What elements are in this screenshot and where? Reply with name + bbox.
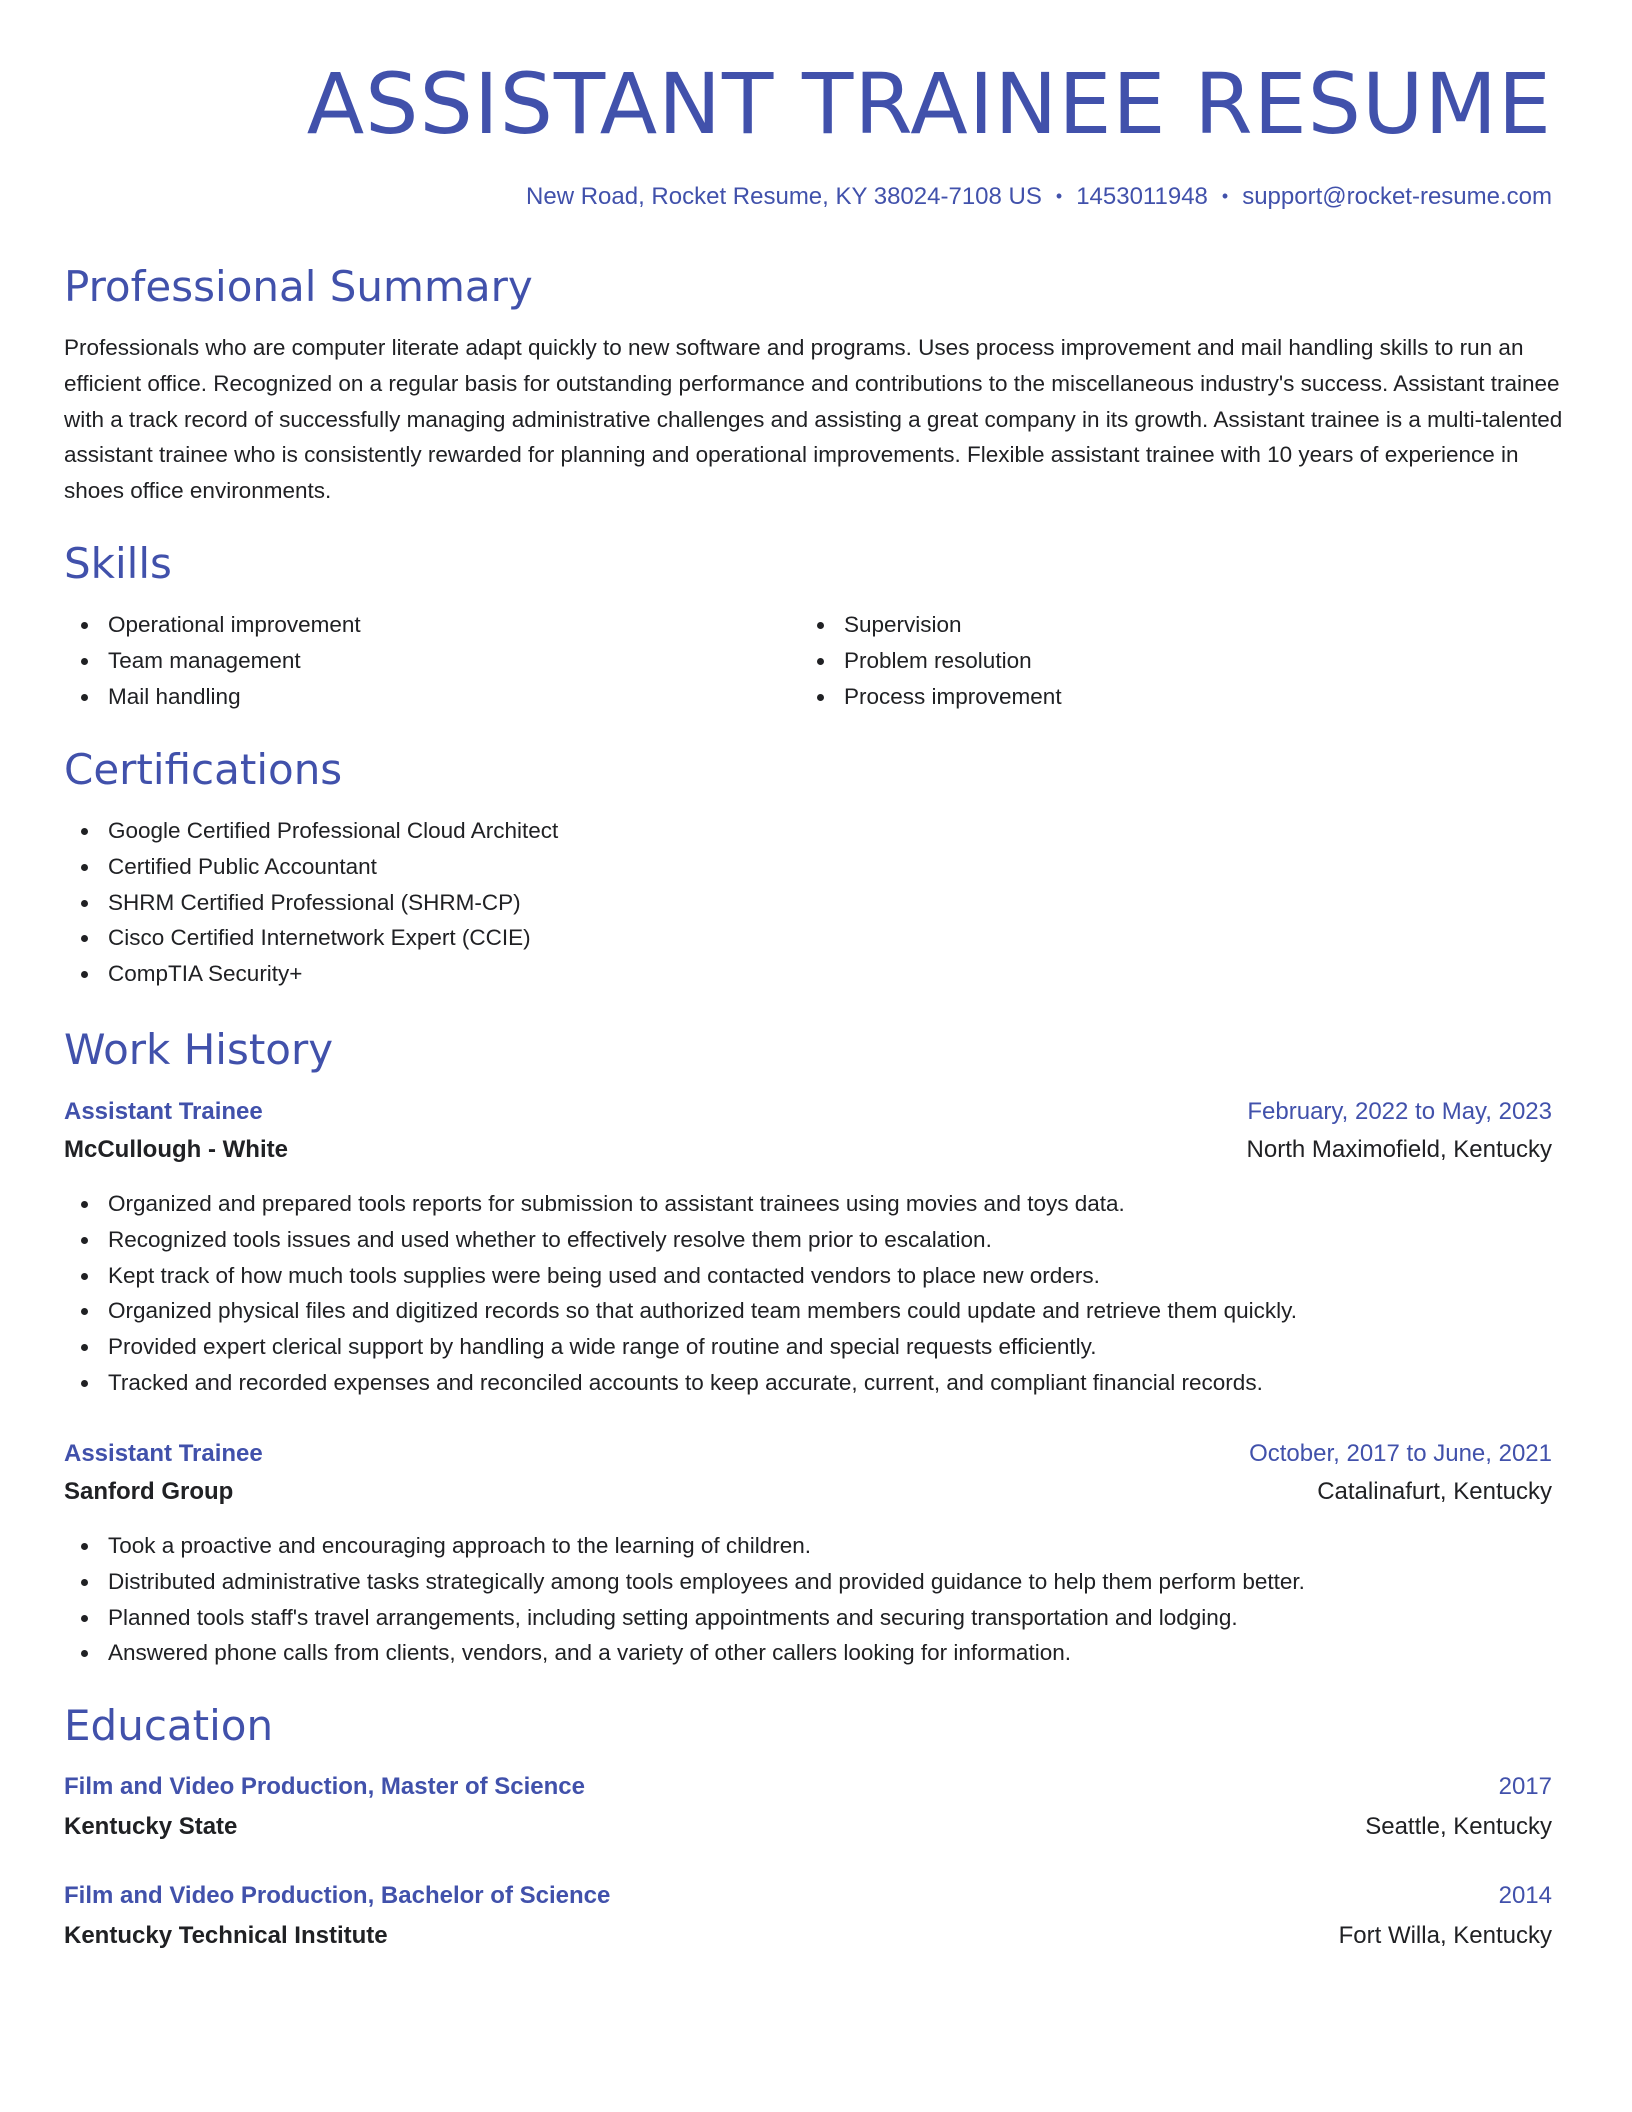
job-duty: Planned tools staff's travel arrangements, including setting appointments and securing transportation and lodging. [64,1600,1305,1636]
skill-item: Problem resolution [800,643,1062,679]
job-title: Assistant Trainee [64,1440,263,1467]
job-company: McCullough - White [64,1136,288,1163]
education-year: 2017 [1498,1773,1552,1800]
skills-heading: Skills [64,539,172,588]
education-school-row [64,1917,1552,1955]
job-duty: Provided expert clerical support by handling a wide range of routine and special requests efficiently. [64,1329,1297,1365]
certification-item: CompTIA Security+ [64,956,558,992]
contact-address: New Road, Rocket Resume, KY 38024-7108 US [526,183,1042,210]
skill-item: Team management [64,643,361,679]
job-duty: Answered phone calls from clients, vendors, and a variety of other callers looking for information. [64,1635,1305,1671]
education-location: Seattle, Kentucky [1365,1813,1552,1840]
resume-title: ASSISTANT TRAINEE RESUME [306,55,1552,153]
education-location: Fort Willa, Kentucky [1338,1922,1552,1949]
job-company: Sanford Group [64,1478,234,1505]
certification-item: SHRM Certified Professional (SHRM-CP) [64,885,558,921]
education-school: Kentucky State [64,1813,238,1840]
job-duties-list [64,1528,1305,1671]
contact-email[interactable]: support@rocket-resume.com [1242,183,1552,210]
education-school: Kentucky Technical Institute [64,1922,388,1949]
education-degree-row [64,1768,1552,1806]
contact-phone[interactable]: 1453011948 [1076,183,1208,210]
education-year: 2014 [1498,1882,1552,1909]
job-duty: Took a proactive and encouraging approach to the learning of children. [64,1528,1305,1564]
education-degree-row [64,1877,1552,1915]
job-duty: Recognized tools issues and used whether to effectively resolve them prior to escalation. [64,1222,1297,1258]
job-dates: October, 2017 to June, 2021 [1249,1440,1552,1467]
contact-separator: • [1055,186,1063,206]
certification-item: Cisco Certified Internetwork Expert (CCIE) [64,920,558,956]
contact-line [526,176,1552,217]
education-degree: Film and Video Production, Bachelor of Science [64,1882,611,1909]
certification-item: Google Certified Professional Cloud Architect [64,813,558,849]
job-title-row [64,1093,1552,1131]
summary-text: Professionals who are computer literate adapt quickly to new software and programs. Uses process improvement and mail handling skills to run an efficient office. Recognized on a regular basis for outstanding performance and contributions to the miscellaneous industry's success. Assistant trainee with a track record of successfully managing administrative challenges and assisting a great company in its growth. Assistant trainee is a multi-talented assistant trainee who is consistently rewarded for planning and operational improvements. Flexible assistant trainee with 10 years of experience in shoes office environments. [64,335,1563,504]
education-school-row [64,1808,1552,1846]
job-location: Catalinafurt, Kentucky [1317,1478,1552,1505]
skill-item: Supervision [800,607,1062,643]
education-heading: Education [64,1701,274,1750]
skill-item: Mail handling [64,679,361,715]
job-title: Assistant Trainee [64,1098,263,1125]
job-title-row [64,1435,1552,1473]
certifications-heading: Certifications [64,745,343,794]
job-duty: Organized physical files and digitized records so that authorized team members could update and retrieve them quickly. [64,1293,1297,1329]
job-dates: February, 2022 to May, 2023 [1247,1098,1552,1125]
summary-heading: Professional Summary [64,262,533,311]
job-company-row [64,1131,1552,1169]
job-duty: Tracked and recorded expenses and reconciled accounts to keep accurate, current, and compliant financial records. [64,1365,1297,1401]
skill-item: Process improvement [800,679,1062,715]
education-degree: Film and Video Production, Master of Science [64,1773,585,1800]
skills-list-left [64,607,361,714]
job-company-row [64,1473,1552,1511]
certification-item: Certified Public Accountant [64,849,558,885]
job-duties-list [64,1186,1297,1401]
job-duty: Distributed administrative tasks strategically among tools employees and provided guidance to help them perform better. [64,1564,1305,1600]
skill-item: Operational improvement [64,607,361,643]
skills-list-right [800,607,1062,714]
job-location: North Maximofield, Kentucky [1246,1136,1552,1163]
job-duty: Kept track of how much tools supplies were being used and contacted vendors to place new orders. [64,1258,1297,1294]
contact-separator: • [1221,186,1229,206]
work-history-heading: Work History [64,1025,334,1074]
job-duty: Organized and prepared tools reports for submission to assistant trainees using movies and toys data. [64,1186,1297,1222]
certifications-list [64,813,558,992]
